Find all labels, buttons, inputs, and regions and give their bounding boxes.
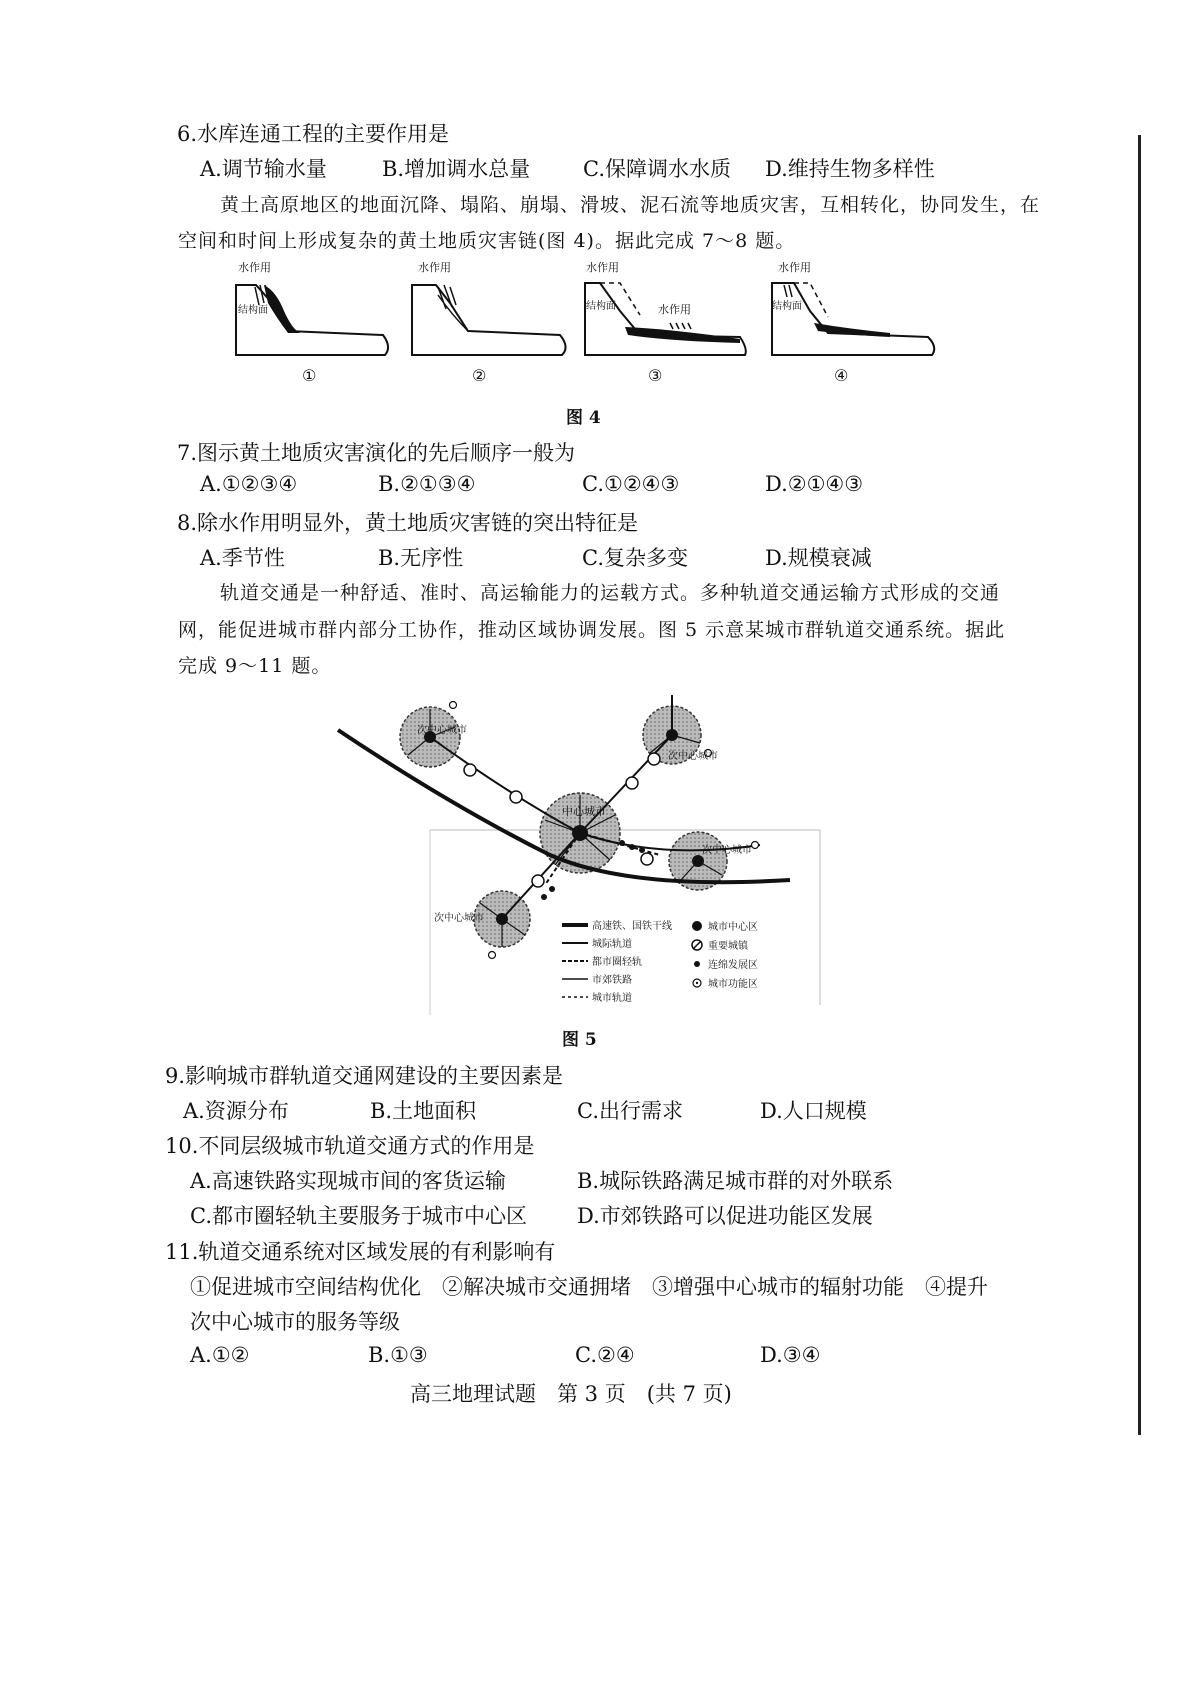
city-label-nw: 次中心城市 xyxy=(417,725,467,736)
figure4-panel-1 xyxy=(236,260,388,385)
q8-option-a: A.季节性 xyxy=(200,546,285,570)
q9-option-c: C.出行需求 xyxy=(577,1099,683,1123)
legend-point-4: 城市功能区 xyxy=(708,979,758,990)
fig4-p4-water: 水作用 xyxy=(778,261,811,274)
q6-option-c: C.保障调水水质 xyxy=(583,157,731,181)
legend-point-1: 城市中心区 xyxy=(708,922,758,933)
city-center-dot-e xyxy=(692,855,704,867)
figure5-caption: 图 5 xyxy=(562,1030,597,1050)
q11-option-a: A.①② xyxy=(190,1343,250,1367)
passage-9-11-line3: 完成 9～11 题。 xyxy=(178,655,332,677)
figure-5 xyxy=(330,685,830,1015)
q6-option-d: D.维持生物多样性 xyxy=(765,157,935,181)
fig4-p1-water: 水作用 xyxy=(238,261,271,274)
q9-option-a: A.资源分布 xyxy=(183,1099,289,1123)
passage-7-8-line2: 空间和时间上形成复杂的黄土地质灾害链(图 4)。据此完成 7～8 题。 xyxy=(178,230,796,252)
fig4-p4-label: ④ xyxy=(834,366,849,385)
fig4-p4-structure: 结构面 xyxy=(772,301,802,312)
q8-stem: 8.除水作用明显外，黄土地质灾害链的突出特征是 xyxy=(177,511,639,535)
figure-4 xyxy=(200,255,760,395)
q10-option-c: C.都市圈轻轨主要服务于城市中心区 xyxy=(190,1204,527,1228)
legend-line-3: 都市圈轻轨 xyxy=(592,957,642,968)
city-label-ne: 次中心城市 xyxy=(668,751,718,762)
fig4-p3-label: ③ xyxy=(648,366,663,385)
q11-items-line1: ①促进城市空间结构优化 ②解决城市交通拥堵 ③增强中心城市的辐射功能 ④提升 xyxy=(190,1275,988,1299)
q6-stem: 6.水库连通工程的主要作用是 xyxy=(177,122,450,146)
fig4-p2-label: ② xyxy=(472,366,487,385)
q11-option-c: C.②④ xyxy=(575,1343,635,1367)
legend-point-2: 重要城镇 xyxy=(708,941,748,952)
q10-option-d: D.市郊铁路可以促进功能区发展 xyxy=(577,1204,873,1228)
q7-stem: 7.图示黄土地质灾害演化的先后顺序一般为 xyxy=(177,441,576,465)
city-center-dot-center xyxy=(572,825,588,841)
fig4-p2-water: 水作用 xyxy=(418,261,451,274)
figure4-panel-3 xyxy=(585,260,746,385)
q7-option-d: D.②①④③ xyxy=(765,472,864,496)
q6-option-a: A.调节输水量 xyxy=(200,157,327,181)
q9-stem: 9.影响城市群轨道交通网建设的主要因素是 xyxy=(165,1064,564,1088)
passage-7-8-line1: 黄土高原地区的地面沉降、塌陷、崩塌、滑坡、泥石流等地质灾害，互相转化，协同发生，在 xyxy=(220,194,1041,216)
legend-line-4: 市郊铁路 xyxy=(592,975,632,986)
legend-line-2: 城际轨道 xyxy=(592,939,632,950)
fig4-p3-water1: 水作用 xyxy=(586,261,619,274)
q11-items-line2: 次中心城市的服务等级 xyxy=(190,1310,400,1334)
city-center-dot-ne xyxy=(666,729,678,741)
q10-stem: 10.不同层级城市轨道交通方式的作用是 xyxy=(165,1134,535,1158)
city-label-sw: 次中心城市 xyxy=(434,913,484,924)
passage-9-11-line1: 轨道交通是一种舒适、准时、高运输能力的运载方式。多种轨道交通运输方式形成的交通 xyxy=(220,582,1001,604)
q11-option-d: D.③④ xyxy=(760,1343,821,1367)
q11-stem: 11.轨道交通系统对区域发展的有利影响有 xyxy=(165,1240,556,1264)
city-center-dot-sw xyxy=(496,913,508,925)
figure4-caption: 图 4 xyxy=(566,408,601,428)
legend-line-5: 城市轨道 xyxy=(592,993,632,1004)
q11-option-b: B.①③ xyxy=(368,1343,428,1367)
fig4-p3-water2: 水作用 xyxy=(658,303,691,316)
q8-option-c: C.复杂多变 xyxy=(582,546,688,570)
figure-4-panel-4 xyxy=(770,255,940,395)
page-footer: 高三地理试题 第 3 页 (共 7 页) xyxy=(410,1382,732,1406)
figure5-legend xyxy=(562,919,758,1004)
q7-option-a: A.①②③④ xyxy=(200,472,298,496)
q6-option-b: B.增加调水总量 xyxy=(382,157,531,181)
q9-option-b: B.土地面积 xyxy=(370,1099,477,1123)
q8-option-b: B.无序性 xyxy=(378,546,464,570)
passage-9-11-line2: 网，能促进城市群内部分工协作，推动区域协调发展。图 5 示意某城市群轨道交通系统。据此 xyxy=(178,619,1006,641)
city-label-e: 次中心城市 xyxy=(702,845,752,856)
q8-option-d: D.规模衰减 xyxy=(765,546,872,570)
q7-option-c: C.①②④③ xyxy=(582,472,680,496)
page-margin-line xyxy=(1138,135,1141,1435)
q9-option-d: D.人口规模 xyxy=(760,1099,867,1123)
q10-option-a: A.高速铁路实现城市间的客货运输 xyxy=(190,1169,506,1193)
city-label-center: 中心城市 xyxy=(562,805,606,818)
legend-point-3: 连绵发展区 xyxy=(708,960,758,971)
fig4-p1-structure: 结构面 xyxy=(238,305,268,316)
fig4-p3-structure: 结构面 xyxy=(586,301,616,312)
figure4-panel-4 xyxy=(772,260,934,385)
q10-option-b: B.城际铁路满足城市群的对外联系 xyxy=(577,1169,894,1193)
figure4-panel-2 xyxy=(412,260,566,385)
legend-line-1: 高速铁、国铁干线 xyxy=(592,921,672,932)
q7-option-b: B.②①③④ xyxy=(378,472,476,496)
fig4-p1-label: ① xyxy=(302,366,317,385)
